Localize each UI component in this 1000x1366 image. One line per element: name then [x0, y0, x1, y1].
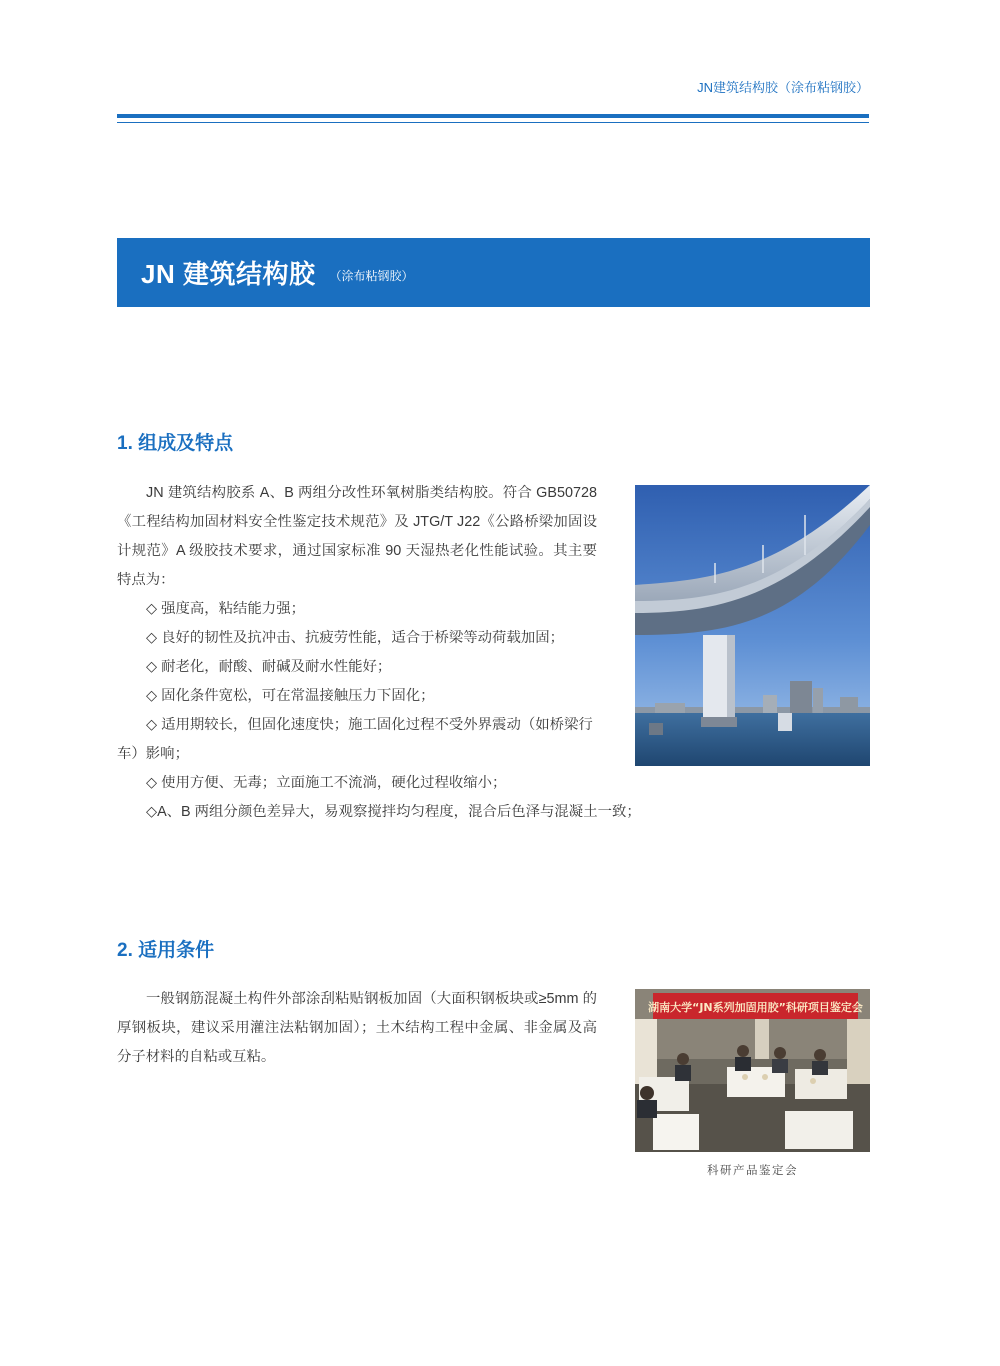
section1-heading: 1. 组成及特点	[117, 433, 234, 454]
bridge-photo	[635, 485, 870, 766]
meeting-photo-caption: 科研产品鉴定会	[707, 1163, 798, 1177]
meeting-illustration	[635, 989, 870, 1152]
section1-intro: JN 建筑结构胶系 A、B 两组分改性环氧树脂类结构胶。符合 GB50728《工程结构加固材料安全性鉴定技术规范》及 JTG/T J22《公路桥梁加固设计规范》A 级胶技术要求，通过国家标准 90 天湿热老化性能试验。其主要特点为：	[117, 485, 597, 588]
feature-item: ◇A、B 两组分颜色差异大，易观察搅拌均匀程度，混合后色泽与混凝土一致；	[146, 804, 641, 820]
section2-body: 一般钢筋混凝土构件外部涂刮粘贴钢板加固（大面积钢板块或≥5mm 的厚钢板块，建议采用灌注法粘钢加固）；土木结构工程中金属、非金属及高分子材料的自粘或互粘。	[117, 991, 597, 1065]
feature-item: ◇ 使用方便、无毒；立面施工不流淌，硬化过程收缩小；	[146, 775, 507, 791]
feature-item: ◇ 强度高，粘结能力强；	[146, 601, 305, 617]
meeting-banner-text: 湖南大学“JN系列加固用胶”科研项目鉴定会	[648, 1001, 863, 1014]
page-subtitle: （涂布粘钢胶）	[329, 269, 414, 283]
page-title: JN 建筑结构胶	[141, 259, 316, 289]
feature-item: ◇ 适用期较长，但固化速度快；施工固化过程不受外界震动（如桥梁行车）影响；	[117, 717, 593, 762]
running-header: JN建筑结构胶（涂布粘钢胶）	[697, 80, 869, 95]
header-rule-thin	[117, 122, 869, 123]
title-banner	[117, 238, 870, 307]
feature-item: ◇ 良好的韧性及抗冲击、抗疲劳性能，适合于桥梁等动荷载加固；	[146, 630, 565, 646]
meeting-photo	[635, 989, 870, 1152]
header-rule-thick	[117, 114, 869, 118]
feature-item: ◇ 固化条件宽松，可在常温接触压力下固化；	[146, 688, 435, 704]
feature-list	[117, 595, 647, 827]
feature-item: ◇ 耐老化，耐酸、耐碱及耐水性能好；	[146, 659, 392, 675]
bridge-illustration	[635, 485, 870, 766]
section2-heading: 2. 适用条件	[117, 940, 215, 961]
